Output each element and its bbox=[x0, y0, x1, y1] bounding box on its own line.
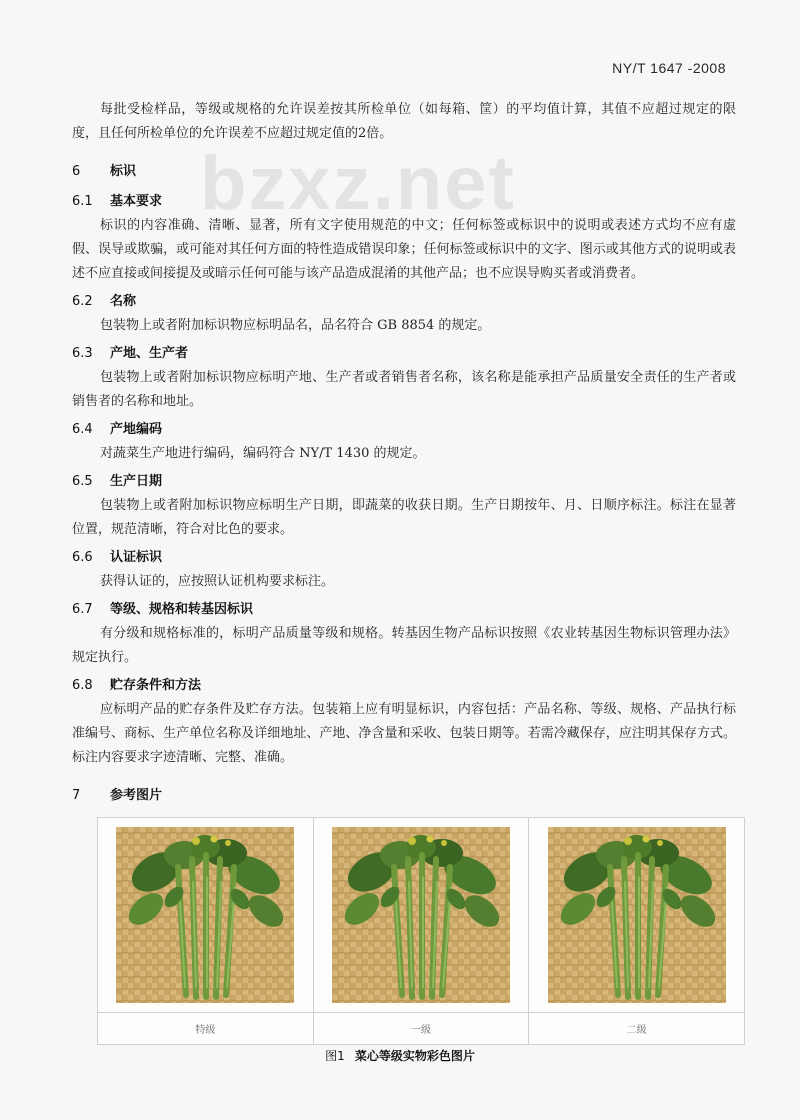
watermark: bzxz.net bbox=[200, 141, 516, 226]
subsection-heading: 6.1 基本要求 bbox=[72, 194, 163, 209]
subsection-heading: 6.7 等级、规格和转基因标识 bbox=[72, 602, 254, 617]
subsection-6-3 bbox=[72, 342, 736, 414]
choy-sum-bundle-photo bbox=[332, 827, 510, 1003]
standard-code-header: NY/T 1647 -2008 bbox=[612, 60, 726, 76]
figure-panel-grade-premium bbox=[98, 818, 314, 1044]
subsection-heading: 6.6 认证标识 bbox=[72, 550, 163, 565]
subsection-heading: 6.8 贮存条件和方法 bbox=[72, 678, 202, 693]
subsection-heading: 6.5 生产日期 bbox=[72, 474, 163, 489]
subsection-text: 应标明产品的贮存条件及贮存方法。包装箱上应有明显标识，内容包括：产品名称、等级、规格、产品执行标准编号、商标、生产单位名称及详细地址、产地、净含量和采收、包装日期等。若需冷藏保存，应注明其保存方式。标注内容要求字迹清晰、完整、准确。 bbox=[72, 702, 736, 765]
subsection-text: 标识的内容准确、清晰、显著，所有文字使用规范的中文；任何标签或标识中的说明或表述方式均不应有虚假、误导或欺骗，或可能对其任何方面的特性造成错误印象；任何标签或标识中的文字、图示或其他方式的说明或表述不应直接或间接提及或暗示任何可能与该产品造成混淆的其他产品；也不应误导购买者或消费者。 bbox=[72, 218, 736, 281]
panel-label: 一级 bbox=[411, 1025, 431, 1036]
subsection-heading: 6.4 产地编码 bbox=[72, 422, 163, 437]
subsection-6-7 bbox=[72, 598, 736, 670]
subsection-6-5 bbox=[72, 470, 736, 542]
subsection-text: 包装物上或者附加标识物应标明产地、生产者或者销售者名称，该名称是能承担产品质量安全责任的生产者或销售者的名称和地址。 bbox=[72, 370, 736, 409]
subsection-text: 有分级和规格标准的，标明产品质量等级和规格。转基因生物产品标识按照《农业转基因生物标识管理办法》规定执行。 bbox=[72, 626, 736, 665]
subsection-6-1 bbox=[72, 190, 736, 286]
section-7-heading: 7 参考图片 bbox=[72, 788, 163, 803]
figure-1-caption: 图1 菜心等级实物彩色图片 bbox=[325, 1049, 475, 1063]
subsection-text: 对蔬菜生产地进行编码，编码符合 NY/T 1430 的规定。 bbox=[100, 446, 426, 461]
subsection-heading: 6.2 名称 bbox=[72, 294, 137, 309]
subsection-text: 获得认证的，应按照认证机构要求标注。 bbox=[100, 574, 335, 589]
subsection-text: 包装物上或者附加标识物应标明生产日期，即蔬菜的收获日期。生产日期按年、月、日顺序标注。标注在显著位置，规范清晰，符合对比色的要求。 bbox=[72, 498, 736, 537]
figure-1-table bbox=[97, 817, 745, 1045]
choy-sum-bundle-photo bbox=[116, 827, 294, 1003]
subsection-6-4 bbox=[72, 418, 736, 466]
subsection-text: 包装物上或者附加标识物应标明品名，品名符合 GB 8854 的规定。 bbox=[100, 318, 491, 333]
panel-label: 二级 bbox=[626, 1025, 647, 1036]
choy-sum-bundle-photo bbox=[548, 827, 726, 1003]
figure-panel-grade-2 bbox=[529, 818, 744, 1044]
panel-label: 特级 bbox=[195, 1025, 216, 1036]
subsection-6-2 bbox=[72, 290, 736, 338]
figure-panel-grade-1 bbox=[314, 818, 530, 1044]
document-body bbox=[72, 98, 736, 838]
section-6-heading: 6 标识 bbox=[72, 164, 137, 179]
subsection-6-8 bbox=[72, 674, 736, 770]
intro-paragraph: 每批受检样品，等级或规格的允许误差按其所检单位（如每箱、筐）的平均值计算，其值不应超过规定的限度，且任何所检单位的允许误差不应超过规定值的2倍。 bbox=[72, 102, 736, 141]
subsection-heading: 6.3 产地、生产者 bbox=[72, 346, 189, 361]
subsection-6-6 bbox=[72, 546, 736, 594]
